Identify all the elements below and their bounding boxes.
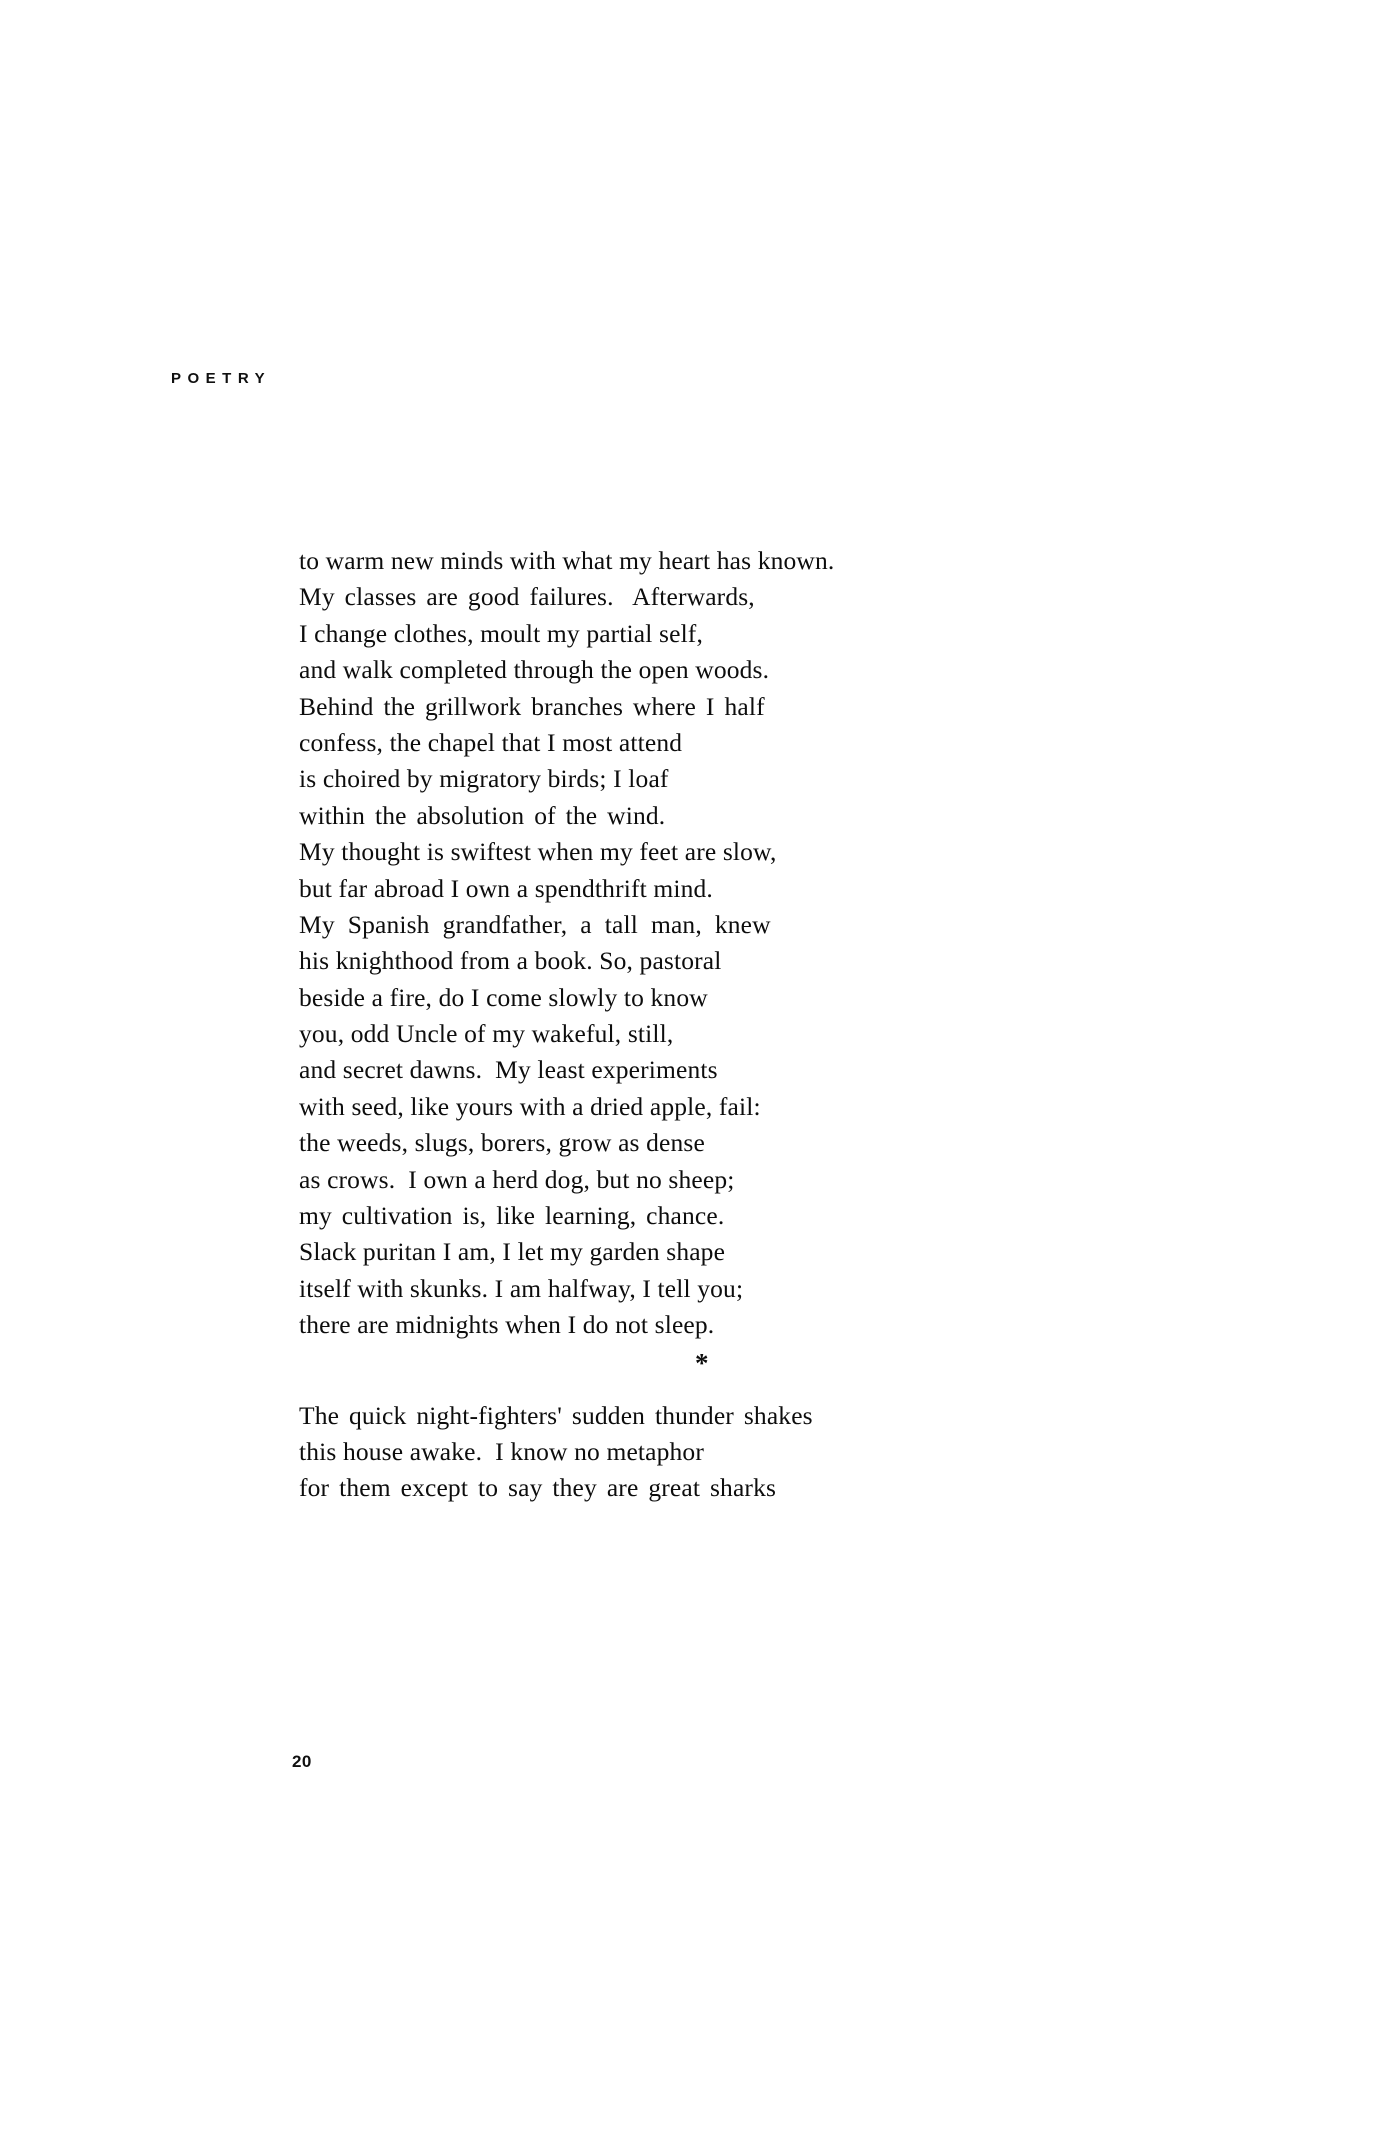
poem-line: The quick night-fighters' sudden thunder shakes [299,1400,813,1430]
poem-line: Behind the grillwork branches where I half [299,691,765,721]
poem-line: within the absolution of the wind. [299,800,666,830]
poem-line: this house awake. I know no metaphor [299,1436,704,1466]
stanza-two [299,1398,1099,1507]
page-number: 20 [292,1752,312,1771]
poem-line: beside a fire, do I come slowly to know [299,982,708,1012]
poem-line: for them except to say they are great sharks [299,1473,777,1503]
poem-line: the weeds, slugs, borers, grow as dense [299,1128,705,1158]
poem-line: but far abroad I own a spendthrift mind. [299,873,713,903]
poem-line: My thought is swiftest when my feet are slow, [299,837,777,867]
poem-line: you, odd Uncle of my wakeful, still, [299,1019,674,1049]
asterisk-separator-icon: * [695,1347,709,1378]
running-head: POETRY [171,370,272,387]
poem-line: itself with skunks. I am halfway, I tell you; [299,1273,744,1303]
poem-line: Slack puritan I am, I let my garden shape [299,1237,726,1267]
poem-line: is choired by migratory birds; I loaf [299,764,669,794]
poem-line: my cultivation is, like learning, chance. [299,1201,725,1231]
stanza-one [299,543,1099,1344]
poem-line: My classes are good failures. Afterwards, [299,582,755,612]
poem-line: to warm new minds with what my heart has known. [299,546,835,575]
poem-line: I change clothes, moult my partial self, [299,618,703,648]
poem-body [299,543,1099,1507]
poem-line: and secret dawns. My least experiments [299,1055,718,1085]
section-break [299,1344,1099,1398]
poem-line: there are midnights when I do not sleep. [299,1310,715,1340]
poem-line: confess, the chapel that I most attend [299,727,683,757]
poem-line: with seed, like yours with a dried apple, fail: [299,1091,761,1121]
poem-line: as crows. I own a herd dog, but no sheep; [299,1164,735,1194]
poem-line: My Spanish grandfather, a tall man, knew [299,909,771,939]
poem-line: his knighthood from a book. So, pastoral [299,946,722,976]
poem-line: and walk completed through the open woods. [299,655,770,685]
